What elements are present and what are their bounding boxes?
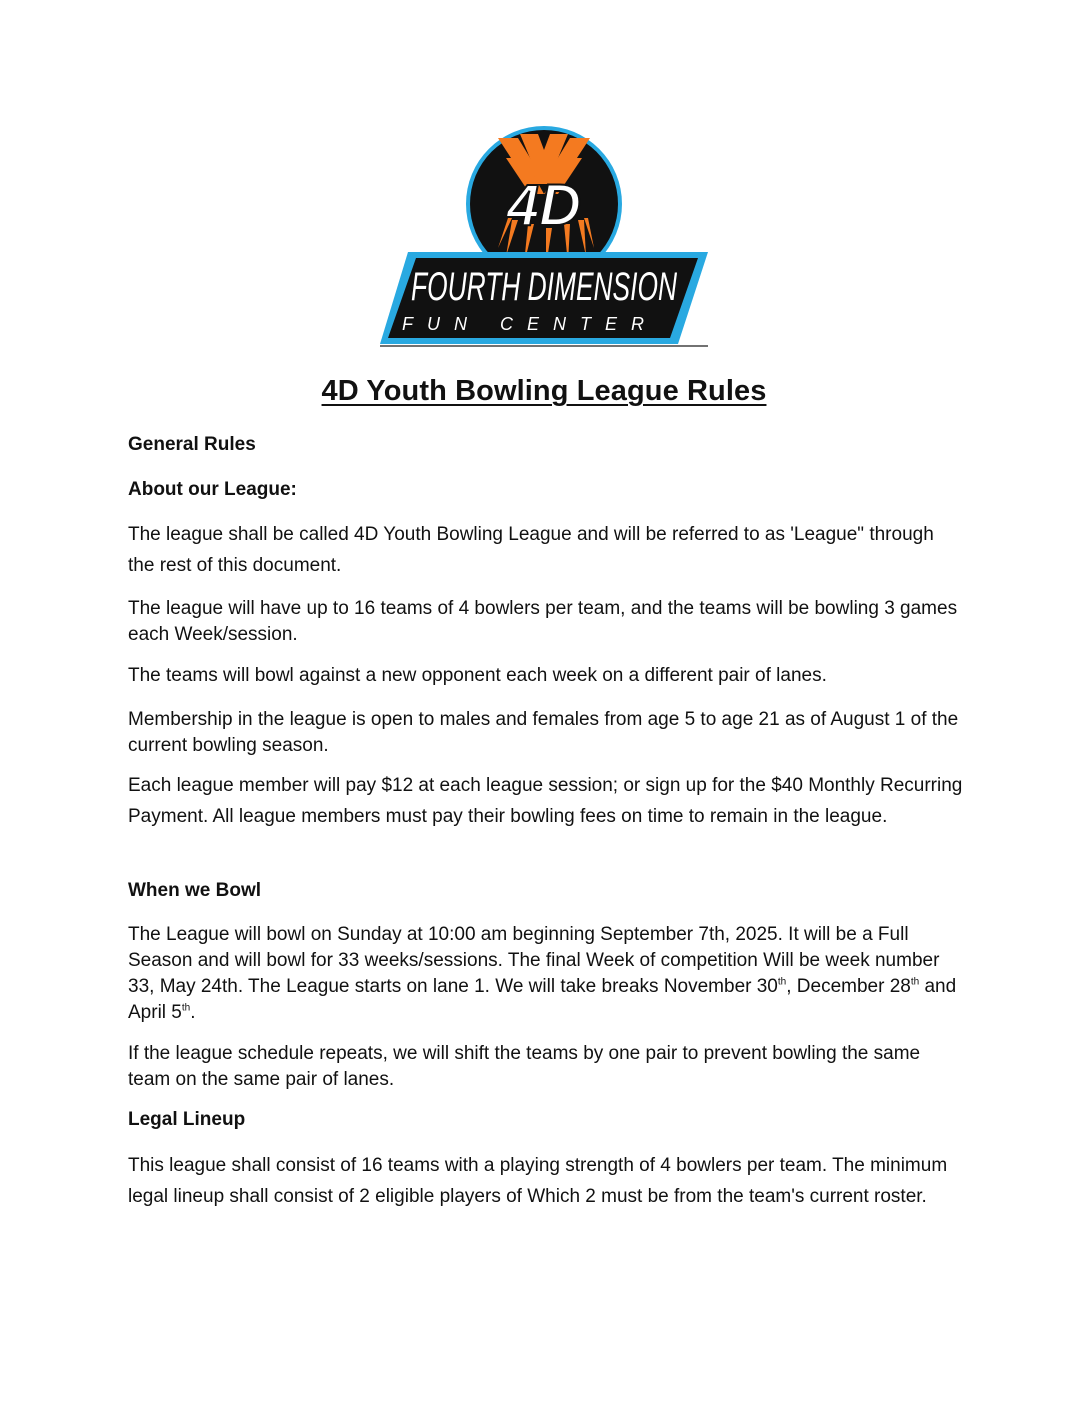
legal-lineup-heading: Legal Lineup xyxy=(128,1109,246,1130)
when-paragraph-2: If the league schedule repeats, we will shift the teams by one pair to prevent bowling the same team on the same pair of lanes. xyxy=(128,1043,921,1090)
when-paragraph-1: The League will bowl on Sunday at 10:00 am beginning September 7th, 2025. It will be a Full Season and will bowl for 33 weeks/sessions. The final Week of competition Will be week number 33, May 24th. The League starts on lane 1. We will take breaks November 30th, December 28th and April 5th. xyxy=(128,924,957,1023)
about-paragraph-2: The league will have up to 16 teams of 4 bowlers per team, and the teams will be bowling 3 games each Week/session. xyxy=(128,598,958,645)
about-heading: About our League: xyxy=(128,479,297,500)
fourth-dimension-logo xyxy=(378,124,710,350)
logo-brand-line1: FOURTH DIMENSION xyxy=(411,265,678,309)
logo-brand-line2: FUN CENTER xyxy=(402,314,658,334)
document-title: 4D Youth Bowling League Rules xyxy=(321,375,767,407)
lineup-paragraph-1: This league shall consist of 16 teams with a playing strength of 4 bowlers per team. The minimum legal lineup shall consist of 2 eligible players of Which 2 must be from the team's current roster. xyxy=(128,1155,948,1207)
when-we-bowl-heading: When we Bowl xyxy=(128,880,261,901)
about-paragraph-3: The teams will bowl against a new opponent each week on a different pair of lanes. xyxy=(128,665,827,686)
about-paragraph-5: Each league member will pay $12 at each league session; or sign up for the $40 Monthly Recurring Payment. All league members must pay their bowling fees on time to remain in the league. xyxy=(128,775,963,827)
general-rules-heading: General Rules xyxy=(128,434,256,455)
logo-mark-text: 4D xyxy=(506,173,582,238)
about-paragraph-1: The league shall be called 4D Youth Bowling League and will be referred to as 'League" through the rest of this document. xyxy=(128,524,934,576)
about-paragraph-4: Membership in the league is open to males and females from age 5 to age 21 as of August 1 of the current bowling season. xyxy=(128,709,959,756)
